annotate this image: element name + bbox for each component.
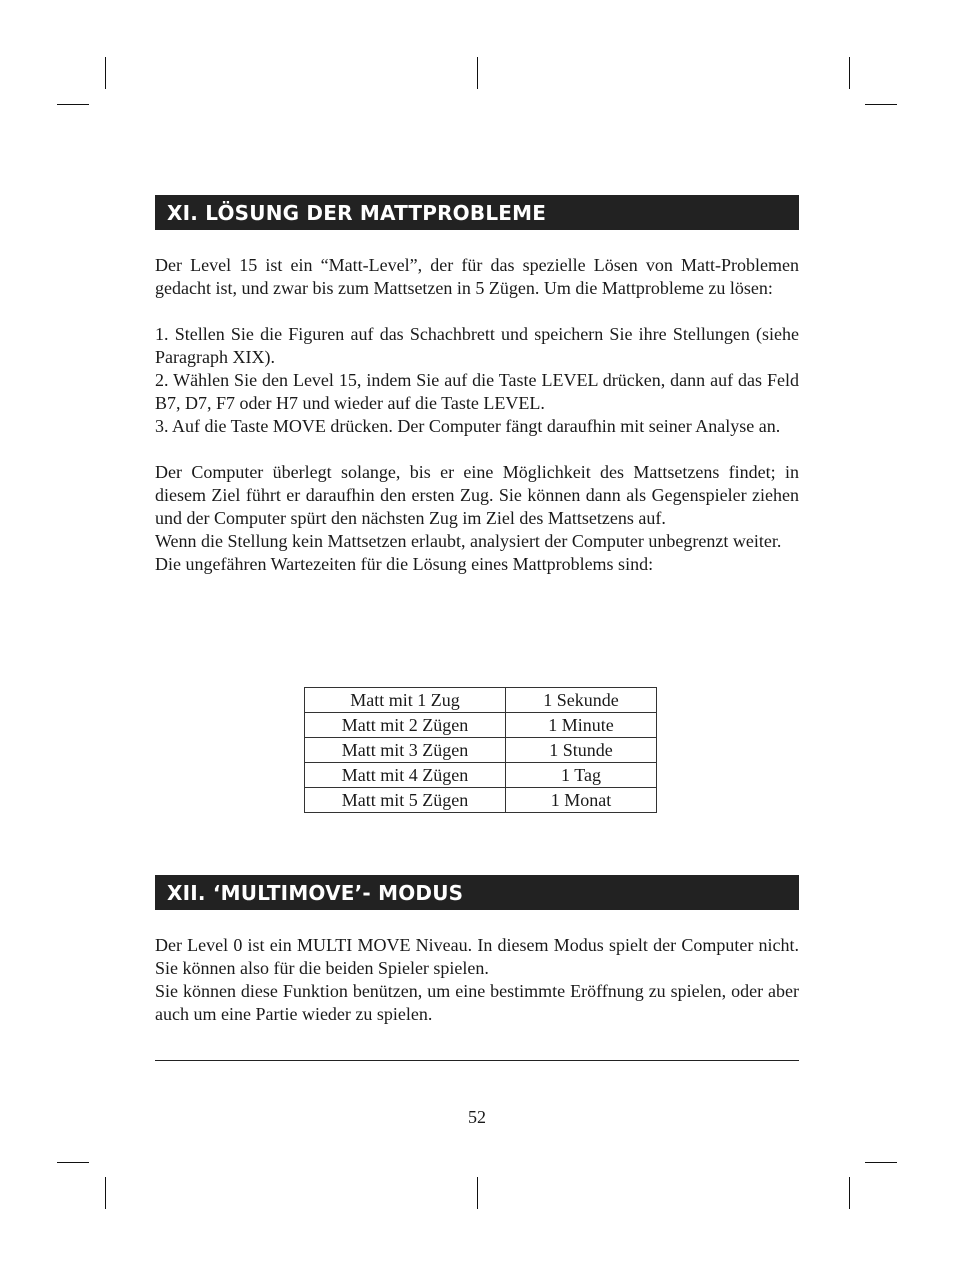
table-cell: Matt mit 4 Zügen: [305, 763, 506, 788]
crop-mark: [849, 57, 850, 89]
section-xi-body: [155, 254, 799, 576]
multimove-paragraph-2: Sie können diese Funktion benützen, um eine bestimmte Eröffnung zu spielen, oder aber auch um eine Partie wieder zu spielen.: [155, 981, 799, 1024]
crop-mark: [57, 1162, 89, 1163]
crop-mark: [105, 57, 106, 89]
section-xi-heading: XI. LÖSUNG DER MATTPROBLEME: [155, 195, 799, 230]
crop-mark: [865, 104, 897, 105]
step-1: 1. Stellen Sie die Figuren auf das Schachbrett und speichern Sie ihre Stellungen (siehe Paragraph XIX).: [155, 324, 799, 367]
table-cell: Matt mit 5 Zügen: [305, 788, 506, 813]
footer-rule: [155, 1060, 799, 1061]
table-cell: Matt mit 1 Zug: [305, 688, 506, 713]
section-xii-body: [155, 934, 799, 1026]
wait-times-table: [304, 687, 657, 813]
table-row: [305, 738, 657, 763]
paragraph-computer: Der Computer überlegt solange, bis er eine Möglichkeit des Mattsetzens findet; in diesem Ziel führt er daraufhin den ersten Zug. Sie können dann als Gegenspieler ziehen und der Computer spürt den nächsten Zug im Ziel des Mattsetzens auf.: [155, 462, 799, 528]
table-cell: 1 Stunde: [506, 738, 657, 763]
paragraph-wait-times: Die ungefähren Wartezeiten für die Lösung eines Mattproblems sind:: [155, 554, 654, 574]
crop-mark: [865, 1162, 897, 1163]
multimove-paragraph-1: Der Level 0 ist ein MULTI MOVE Niveau. In diesem Modus spielt der Computer nicht. Sie können also für die beiden Spieler spielen.: [155, 935, 799, 978]
crop-mark: [105, 1177, 106, 1209]
table-cell: 1 Tag: [506, 763, 657, 788]
step-3: 3. Auf die Taste MOVE drücken. Der Computer fängt daraufhin mit seiner Analyse an.: [155, 416, 781, 436]
step-2: 2. Wählen Sie den Level 15, indem Sie auf die Taste LEVEL drücken, dann auf das Feld B7, D7, F7 oder H7 und wieder auf die Taste LEVEL.: [155, 370, 799, 413]
table-row: [305, 713, 657, 738]
crop-mark: [477, 1177, 478, 1209]
table-cell: Matt mit 3 Zügen: [305, 738, 506, 763]
intro-paragraph: Der Level 15 ist ein “Matt-Level”, der für das spezielle Lösen von Matt-Problemen gedacht ist, und zwar bis zum Mattsetzen in 5 Zügen. Um die Mattprobleme zu lösen:: [155, 255, 799, 298]
section-xii-heading: XII. ‘MULTIMOVE’- MODUS: [155, 875, 799, 910]
page-number: 52: [468, 1107, 486, 1127]
table-cell: Matt mit 2 Zügen: [305, 713, 506, 738]
crop-mark: [477, 57, 478, 89]
paragraph-no-mate: Wenn die Stellung kein Mattsetzen erlaubt, analysiert der Computer unbegrenzt weiter.: [155, 531, 782, 551]
table-row: [305, 763, 657, 788]
table-row: [305, 788, 657, 813]
crop-mark: [849, 1177, 850, 1209]
table-cell: 1 Sekunde: [506, 688, 657, 713]
crop-mark: [57, 104, 89, 105]
table-cell: 1 Monat: [506, 788, 657, 813]
table-row: [305, 688, 657, 713]
table-cell: 1 Minute: [506, 713, 657, 738]
